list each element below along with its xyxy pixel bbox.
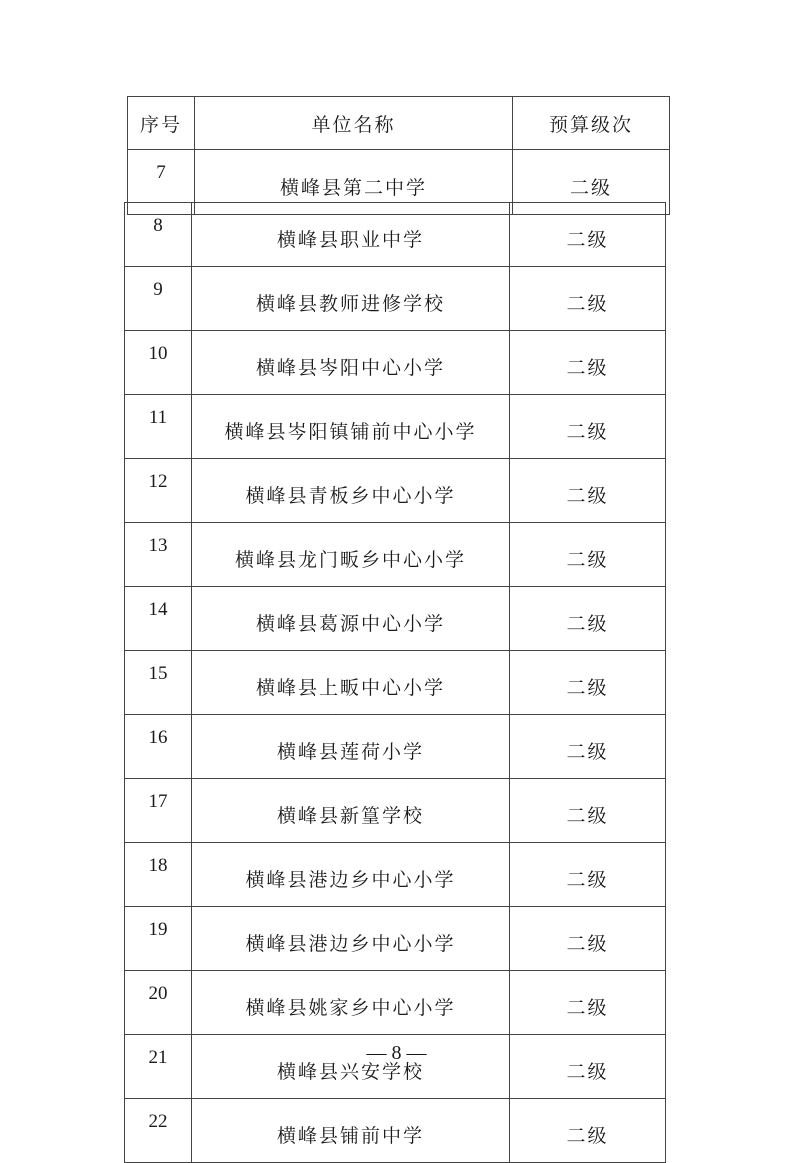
- row-unit-name: 横峰县第二中学: [195, 150, 513, 215]
- table-row: [125, 459, 666, 523]
- row-budget-level: 二级: [510, 587, 666, 651]
- table-row: [125, 331, 666, 395]
- row-index: 16: [125, 715, 192, 779]
- row-unit-name: 横峰县职业中学: [192, 203, 510, 267]
- row-unit-name: 横峰县葛源中心小学: [192, 587, 510, 651]
- row-index: 13: [125, 523, 192, 587]
- table-row: [125, 267, 666, 331]
- row-budget-level: 二级: [510, 971, 666, 1035]
- row-budget-level: 二级: [510, 331, 666, 395]
- row-unit-name: 横峰县铺前中学: [192, 1099, 510, 1163]
- unit-table-body: [124, 202, 666, 1163]
- unit-table-header: [127, 96, 670, 215]
- row-budget-level: 二级: [510, 907, 666, 971]
- row-budget-level: 二级: [513, 150, 670, 215]
- table-row: [125, 523, 666, 587]
- row-budget-level: 二级: [510, 203, 666, 267]
- row-index: 17: [125, 779, 192, 843]
- row-index: 21: [125, 1035, 192, 1099]
- row-unit-name: 横峰县莲荷小学: [192, 715, 510, 779]
- header-row: [128, 97, 670, 150]
- row-index: 20: [125, 971, 192, 1035]
- row-budget-level: 二级: [510, 1099, 666, 1163]
- row-index: 19: [125, 907, 192, 971]
- row-budget-level: 二级: [510, 1035, 666, 1099]
- table-row: [125, 779, 666, 843]
- row-budget-level: 二级: [510, 715, 666, 779]
- row-budget-level: 二级: [510, 843, 666, 907]
- row-budget-level: 二级: [510, 651, 666, 715]
- row-budget-level: 二级: [510, 267, 666, 331]
- table-row: [125, 203, 666, 267]
- header-index: 序号: [128, 97, 195, 150]
- table-row: [125, 1099, 666, 1163]
- row-unit-name: 横峰县上畈中心小学: [192, 651, 510, 715]
- row-unit-name: 横峰县港边乡中心小学: [192, 843, 510, 907]
- row-budget-level: 二级: [510, 395, 666, 459]
- table-row: [125, 395, 666, 459]
- row-unit-name: 横峰县港边乡中心小学: [192, 907, 510, 971]
- row-index: 11: [125, 395, 192, 459]
- row-index: 12: [125, 459, 192, 523]
- row-index: 15: [125, 651, 192, 715]
- row-index: 14: [125, 587, 192, 651]
- table-row: [125, 971, 666, 1035]
- header-unit-name: 单位名称: [195, 97, 513, 150]
- row-budget-level: 二级: [510, 459, 666, 523]
- table-row: [125, 651, 666, 715]
- table-row: [125, 843, 666, 907]
- table-row: [125, 715, 666, 779]
- row-unit-name: 横峰县新篁学校: [192, 779, 510, 843]
- row-unit-name: 横峰县教师进修学校: [192, 267, 510, 331]
- row-unit-name: 横峰县岑阳镇铺前中心小学: [192, 395, 510, 459]
- row-index: 18: [125, 843, 192, 907]
- row-unit-name: 横峰县青板乡中心小学: [192, 459, 510, 523]
- row-index: 8: [125, 203, 192, 267]
- header-budget-level: 预算级次: [513, 97, 670, 150]
- page-number: — 8 —: [366, 1042, 427, 1064]
- table-row: [125, 587, 666, 651]
- table-row: [125, 907, 666, 971]
- row-budget-level: 二级: [510, 523, 666, 587]
- row-index: 10: [125, 331, 192, 395]
- row-index: 22: [125, 1099, 192, 1163]
- row-budget-level: 二级: [510, 779, 666, 843]
- row-index: 7: [128, 150, 195, 215]
- row-unit-name: 横峰县兴安学校: [192, 1035, 510, 1099]
- row-unit-name: 横峰县姚家乡中心小学: [192, 971, 510, 1035]
- row-index: 9: [125, 267, 192, 331]
- row-unit-name: 横峰县龙门畈乡中心小学: [192, 523, 510, 587]
- row-unit-name: 横峰县岑阳中心小学: [192, 331, 510, 395]
